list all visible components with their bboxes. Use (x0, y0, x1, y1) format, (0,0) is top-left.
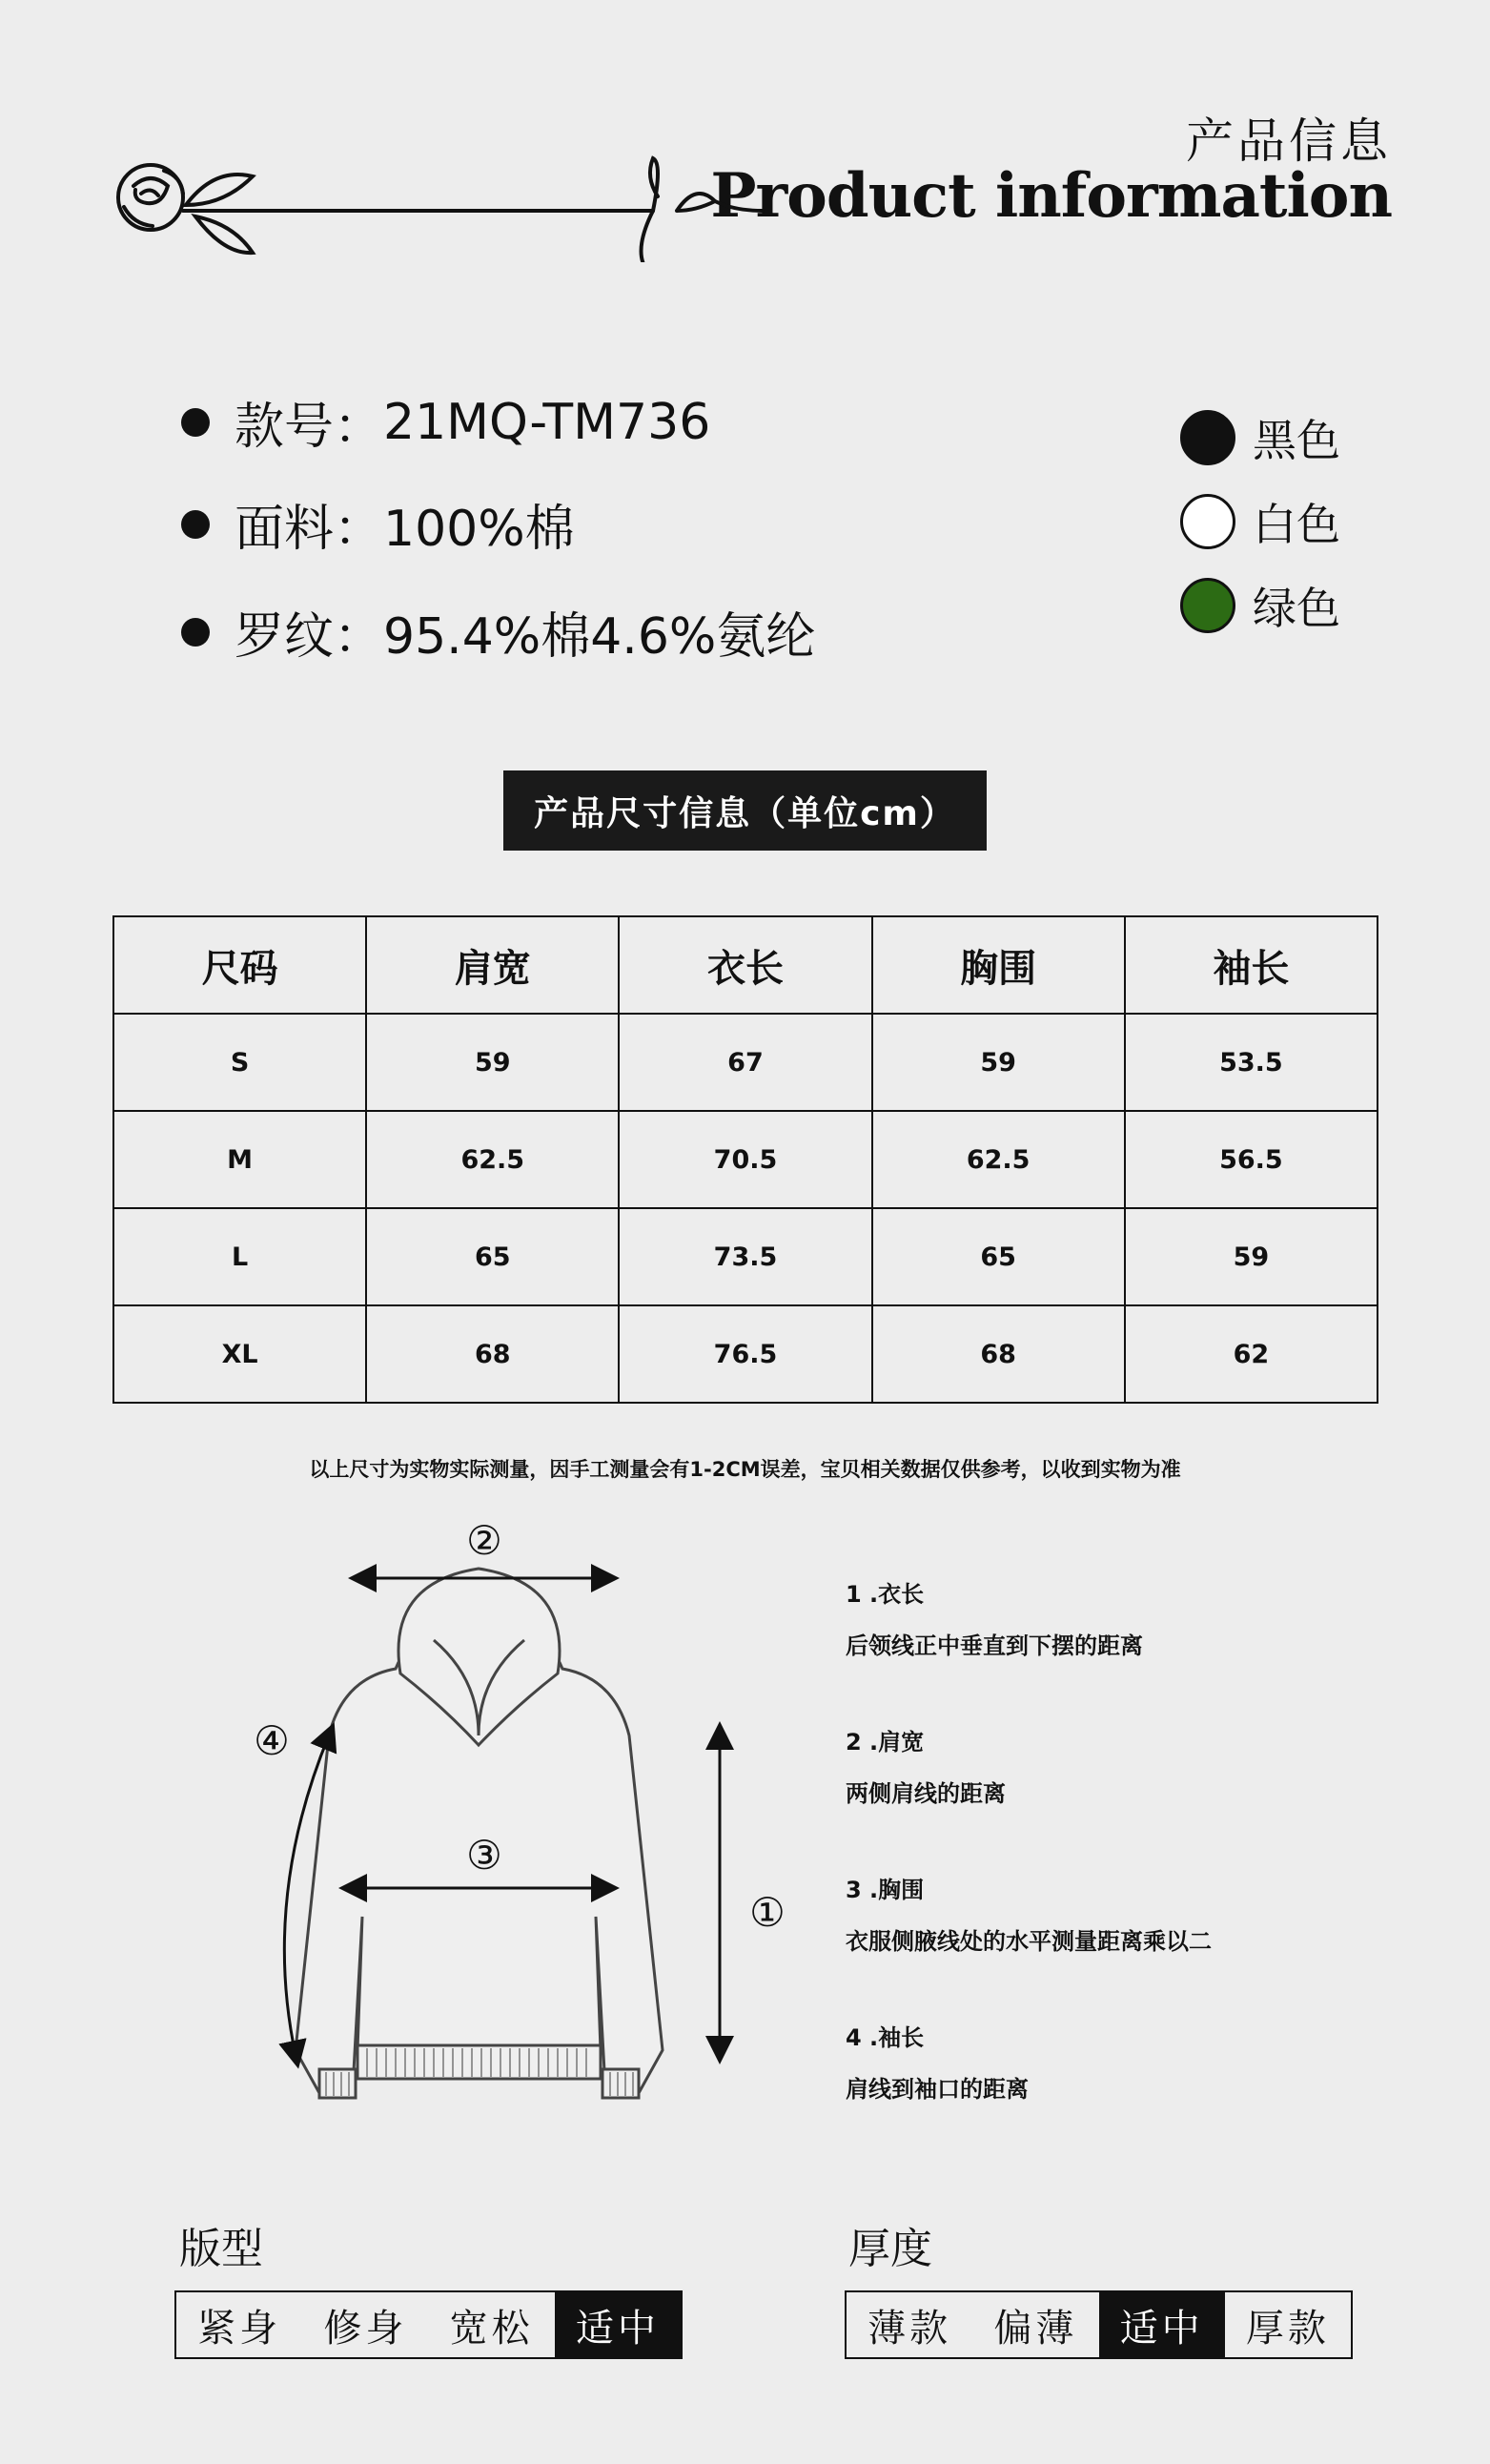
fit-option[interactable]: 紧身 (197, 2306, 282, 2351)
bullet-dot-icon (181, 618, 210, 647)
table-row (113, 1305, 1378, 1403)
size-table (112, 915, 1378, 1404)
table-cell: 76.5 (619, 1305, 871, 1403)
table-cell: 70.5 (619, 1111, 871, 1208)
size-table-note: 以上尺寸为实物实际测量，因手工测量会有1-2CM误差，宝贝相关数据仅供参考，以收到实物为准 (309, 1458, 1181, 1481)
hoodie-measure-diagram (229, 1516, 801, 2126)
fit-option[interactable]: 宽松 (449, 2306, 534, 2351)
table-row (113, 1208, 1378, 1305)
step-desc: 肩线到袖口的距离 (846, 2076, 1029, 2103)
table-cell: 56.5 (1125, 1111, 1378, 1208)
step-title: 1 .衣长 (846, 1580, 925, 1608)
table-row (113, 1014, 1378, 1111)
bullet-dot-icon (181, 510, 210, 539)
step-title: 3 .胸围 (846, 1876, 925, 1903)
table-cell: 67 (619, 1014, 871, 1111)
step-desc: 衣服侧腋线处的水平测量距离乘以二 (846, 1928, 1212, 1955)
table-cell: 65 (872, 1208, 1125, 1305)
color-options (1180, 396, 1340, 647)
thickness-option[interactable]: 偏薄 (993, 2306, 1078, 2351)
table-cell: M (113, 1111, 366, 1208)
info-value: 100%棉 (383, 501, 575, 558)
step-desc: 后领线正中垂直到下摆的距离 (846, 1632, 1143, 1659)
table-cell: 68 (366, 1305, 619, 1403)
fit-selector (174, 2290, 683, 2359)
table-cell: 73.5 (619, 1208, 871, 1305)
measure-steps (846, 1562, 1212, 2153)
thickness-option-selected[interactable]: 适中 (1099, 2292, 1225, 2357)
table-cell: 59 (872, 1014, 1125, 1111)
table-cell: 62 (1125, 1305, 1378, 1403)
header-title-cn: 产品信息 (1186, 113, 1392, 169)
table-row (113, 1111, 1378, 1208)
info-label: 款号： (235, 399, 384, 456)
info-rib (181, 596, 815, 667)
table-header-cell: 肩宽 (366, 916, 619, 1014)
color-swatch-icon (1180, 578, 1235, 633)
thickness-title: 厚度 (848, 2225, 932, 2273)
table-header-cell: 胸围 (872, 916, 1125, 1014)
marker-4: ④ (254, 1717, 290, 1764)
fit-option[interactable]: 修身 (323, 2306, 408, 2351)
table-header-cell: 袖长 (1125, 916, 1378, 1014)
thickness-option[interactable]: 薄款 (867, 2306, 952, 2351)
table-cell: L (113, 1208, 366, 1305)
marker-1: ① (749, 1889, 786, 1936)
color-swatch-icon (1180, 410, 1235, 465)
rose-divider-icon (105, 148, 791, 262)
table-cell: XL (113, 1305, 366, 1403)
table-header-cell: 尺码 (113, 916, 366, 1014)
color-option-black[interactable] (1180, 396, 1340, 480)
thickness-selector (845, 2290, 1353, 2359)
table-cell: 68 (872, 1305, 1125, 1403)
table-cell: 65 (366, 1208, 619, 1305)
step-title: 2 .肩宽 (846, 1728, 925, 1756)
color-name: 黑色 (1253, 415, 1340, 466)
fit-title: 版型 (179, 2225, 263, 2273)
table-header-row (113, 916, 1378, 1014)
table-cell: 62.5 (366, 1111, 619, 1208)
color-name: 绿色 (1253, 583, 1340, 634)
marker-3: ③ (466, 1832, 502, 1879)
color-swatch-icon (1180, 494, 1235, 549)
info-value: 95.4%棉4.6%氨纶 (383, 608, 816, 666)
color-option-green[interactable] (1180, 564, 1340, 647)
table-cell: S (113, 1014, 366, 1111)
table-cell: 62.5 (872, 1111, 1125, 1208)
info-value: 21MQ-TM736 (383, 393, 711, 451)
size-table-title: 产品尺寸信息（单位cm） (503, 770, 987, 851)
thickness-option[interactable]: 厚款 (1245, 2306, 1330, 2351)
color-name: 白色 (1253, 499, 1340, 550)
bullet-dot-icon (181, 408, 210, 437)
info-label: 面料： (235, 501, 384, 558)
table-cell: 59 (366, 1014, 619, 1111)
fit-option-selected[interactable]: 适中 (555, 2292, 681, 2357)
table-cell: 59 (1125, 1208, 1378, 1305)
table-cell: 53.5 (1125, 1014, 1378, 1111)
header-title-en: Product information (710, 160, 1392, 232)
info-fabric (181, 488, 575, 560)
marker-2: ② (466, 1517, 502, 1564)
step-desc: 两侧肩线的距离 (846, 1780, 1006, 1807)
step-title: 4 .袖长 (846, 2023, 925, 2051)
color-option-white[interactable] (1180, 480, 1340, 564)
info-style-number (181, 386, 710, 458)
table-header-cell: 衣长 (619, 916, 871, 1014)
info-label: 罗纹： (235, 608, 384, 666)
